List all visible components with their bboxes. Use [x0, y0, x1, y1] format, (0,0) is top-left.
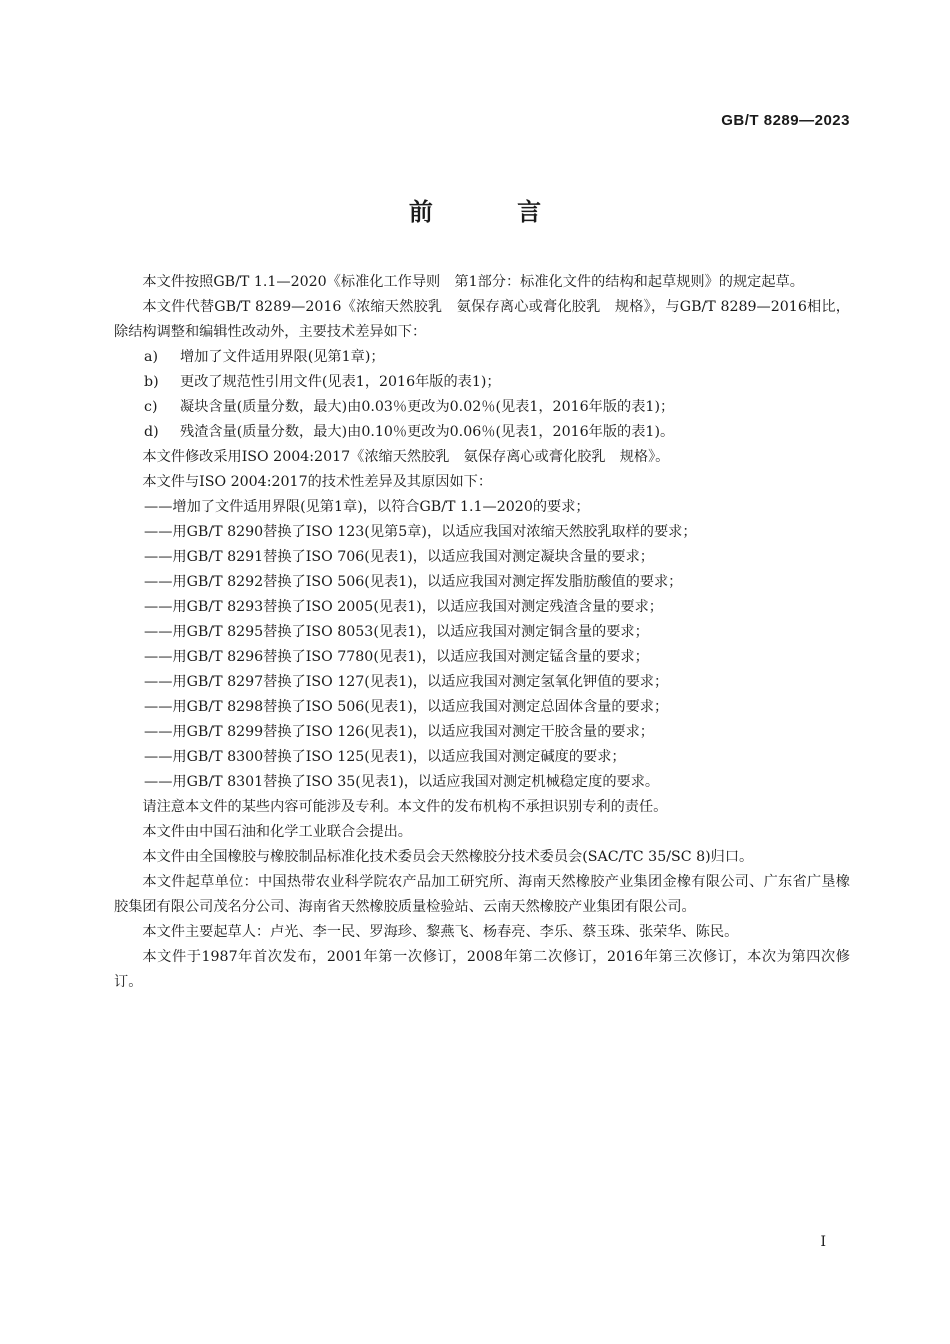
dash-item: ——用GB/T 8295替换了ISO 8053(见表1)，以适应我国对测定铜含量的要求；: [144, 624, 649, 640]
dash-item: ——用GB/T 8292替换了ISO 506(见表1)，以适应我国对测定挥发脂肪酸值的要求；: [144, 574, 683, 590]
dash-item: ——用GB/T 8290替换了ISO 123(见第5章)，以适应我国对浓缩天然胶乳取样的要求；: [144, 524, 697, 540]
dash-item: ——用GB/T 8296替换了ISO 7780(见表1)，以适应我国对测定锰含量的要求；: [144, 649, 649, 665]
dash-item: ——用GB/T 8293替换了ISO 2005(见表1)，以适应我国对测定残渣含量的要求；: [144, 599, 663, 615]
list-text: 更改了规范性引用文件(见表1，2016年版的表1)；: [180, 374, 501, 390]
para-drafters: 本文件主要起草人：卢光、李一民、罗海珍、黎燕飞、杨春亮、李乐、蔡玉珠、张荣华、陈民。: [142, 924, 739, 940]
foreword-body: [114, 270, 850, 995]
para-patent: 请注意本文件的某些内容可能涉及专利。本文件的发布机构不承担识别专利的责任。: [142, 799, 668, 815]
list-marker: c): [144, 399, 158, 415]
list-marker: b): [144, 374, 159, 390]
differences-list: [114, 495, 850, 795]
list-item: [144, 420, 850, 445]
dash-item: ——用GB/T 8300替换了ISO 125(见表1)，以适应我国对测定碱度的要求；: [144, 749, 626, 765]
para-centralized: 本文件由全国橡胶与橡胶制品标准化技术委员会天然橡胶分技术委员会(SAC/TC 35/SC 8)归口。: [142, 849, 754, 865]
list-marker: d): [144, 424, 159, 440]
dash-item: ——增加了文件适用界限(见第1章)，以符合GB/T 1.1—2020的要求；: [144, 499, 590, 515]
list-text: 凝块含量(质量分数，最大)由0.03％更改为0.02％(见表1，2016年版的表1)；: [180, 399, 675, 415]
list-item: [144, 345, 850, 370]
dash-item: ——用GB/T 8298替换了ISO 506(见表1)，以适应我国对测定总固体含量的要求；: [144, 699, 669, 715]
list-marker: a): [144, 349, 158, 365]
para-intro: 本文件按照GB/T 1.1—2020《标准化工作导则 第1部分：标准化文件的结构和起草规则》的规定起草。: [142, 274, 804, 290]
para-adopt: 本文件修改采用ISO 2004:2017《浓缩天然胶乳 氨保存离心或膏化胶乳 规格》。: [142, 449, 670, 465]
list-text: 残渣含量(质量分数，最大)由0.10％更改为0.06％(见表1，2016年版的表1)。: [180, 424, 675, 440]
list-text: 增加了文件适用界限(见第1章)；: [180, 349, 385, 365]
dash-item: ——用GB/T 8301替换了ISO 35(见表1)，以适应我国对测定机械稳定度的要求。: [144, 774, 660, 790]
para-proposed: 本文件由中国石油和化学工业联合会提出。: [142, 824, 412, 840]
page-title: 前 言: [408, 197, 580, 226]
list-item: [144, 395, 850, 420]
para-history: 本文件于1987年首次发布，2001年第一次修订，2008年第二次修订，2016年第三次修订，本次为第四次修订。: [114, 949, 850, 990]
para-drafting-units: 本文件起草单位：中国热带农业科学院农产品加工研究所、海南天然橡胶产业集团金橡有限公司、广东省广垦橡胶集团有限公司茂名分公司、海南省天然橡胶质量检验站、云南天然橡胶产业集团有限公司。: [114, 874, 850, 915]
standard-code: GB/T 8289—2023: [721, 112, 850, 129]
list-item: [144, 370, 850, 395]
changes-list: [114, 345, 850, 445]
para-replace: 本文件代替GB/T 8289—2016《浓缩天然胶乳 氨保存离心或膏化胶乳 规格》，与GB/T 8289—2016相比，除结构调整和编辑性改动外，主要技术差异如下：: [114, 299, 850, 340]
dash-item: ——用GB/T 8297替换了ISO 127(见表1)，以适应我国对测定氢氧化钾值的要求；: [144, 674, 669, 690]
para-diff: 本文件与ISO 2004:2017的技术性差异及其原因如下：: [142, 474, 493, 490]
dash-item: ——用GB/T 8299替换了ISO 126(见表1)，以适应我国对测定干胶含量的要求；: [144, 724, 654, 740]
page-number: I: [820, 1234, 826, 1250]
dash-item: ——用GB/T 8291替换了ISO 706(见表1)，以适应我国对测定凝块含量的要求；: [144, 549, 654, 565]
